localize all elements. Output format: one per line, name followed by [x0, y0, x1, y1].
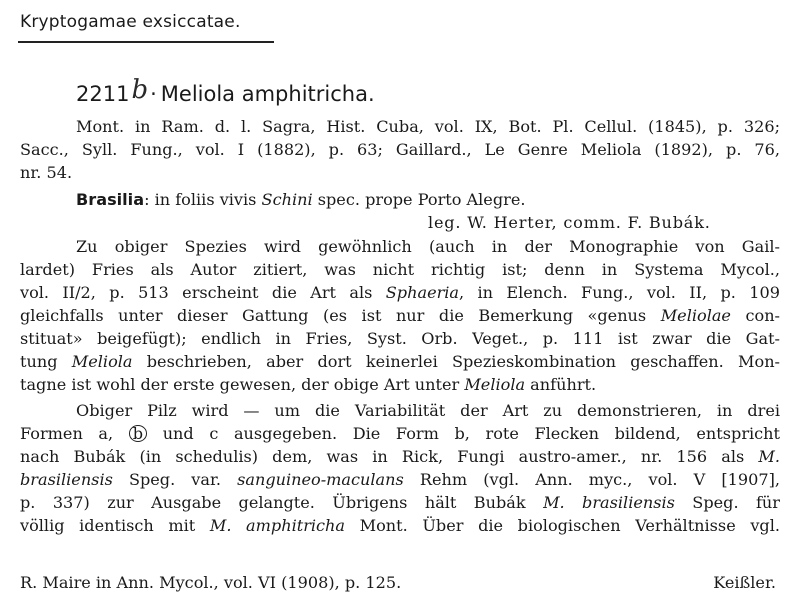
para2-line-1: Obiger Pilz wird — um die Variabilität der Art zu demonstrieren, in drei [76, 401, 780, 420]
para1-line-6-c: beschrieben, aber dort keinerlei Spezieskombination geschaffen. Mon- [132, 352, 780, 371]
locality-region: Brasilia [76, 190, 145, 209]
citation-line-1: Mont. in Ram. d. l. Sagra, Hist. Cuba, vol. IX, Bot. Pl. Cellul. (1845), p. 326; [76, 117, 780, 136]
para1-line-1: Zu obiger Spezies wird gewöhnlich (auch in der Monographie von Gail- [76, 237, 780, 256]
para1-line-7-ital: Meliola [464, 375, 526, 394]
para2-line-6-ital: M. amphitricha [209, 516, 346, 535]
collector-line: leg. W. Herter, comm. F. Bubák. [428, 213, 711, 232]
para2-line-5-c: Speg. für [674, 493, 780, 512]
entry-dot: · [150, 82, 157, 106]
citation-line-2: Sacc., Syll. Fung., vol. I (1882), p. 63; Gaillard., Le Genre Meliola (1892), p. 76, [20, 140, 780, 159]
para1-line-7 [20, 374, 780, 396]
para2-line-5-ital: M. brasiliensis [543, 493, 675, 512]
para1-line-4 [20, 305, 780, 327]
para2-line-3 [20, 446, 780, 468]
para1-line-6-a: tung [20, 352, 72, 371]
para1-line-7-a: tagne ist wohl der erste gewesen, der obige Art unter [20, 375, 465, 394]
para1-line-6-ital: Meliola [71, 352, 133, 371]
para2-line-2 [20, 423, 780, 445]
para2-line-2-a: Formen a, [20, 424, 129, 443]
para1-line-3-a: vol. II/2, p. 513 erscheint die Art als [20, 283, 386, 302]
para1-line-2: lardet) Fries als Autor zitiert, was nicht richtig ist; denn in Systema Mycol., [20, 260, 780, 279]
locality-line [76, 189, 780, 211]
para2-line-4 [20, 469, 780, 491]
entry-number: 2211 [76, 82, 130, 106]
para2-line-5-a: p. 337) zur Ausgabe gelangte. Übrigens hält Bubák [20, 493, 544, 512]
para1-line-3-ital: Sphaeria [385, 283, 460, 302]
para2-line-6-c: Mont. Über die biologischen Verhältnisse vgl. [345, 516, 780, 535]
citation-line-3: nr. 54. [20, 163, 73, 182]
para2-line-6-a: völlig identisch mit [20, 516, 210, 535]
para2-line-5 [20, 492, 780, 514]
para2-line-4-d: Rehm (vgl. Ann. myc., vol. V [1907], [403, 470, 780, 489]
para1-line-4-c: con- [730, 306, 780, 325]
species-name: Meliola amphitricha. [160, 82, 375, 106]
para1-line-4-a: gleichfalls unter dieser Gattung (es ist nur die Bemerkung «genus [20, 306, 661, 325]
entry-heading [76, 75, 375, 108]
para2-line-3-ital: M. [758, 447, 780, 466]
para2-line-7: R. Maire in Ann. Mycol., vol. VI (1908), p. 125. [20, 573, 402, 592]
para1-line-7-c: anführt. [525, 375, 597, 394]
para1-line-4-ital: Meliolae [660, 306, 731, 325]
para2-line-2-c: und c ausgegeben. Die Form b, rote Flecken bildend, entspricht [147, 424, 781, 443]
collection-title: Kryptogamae exsiccatae. [20, 12, 241, 32]
circled-form-b: b [129, 425, 147, 442]
para2-line-4-b: Speg. var. [112, 470, 238, 489]
author-signature: Keißler. [713, 573, 776, 592]
locality-text-b: spec. prope Porto Alegre. [312, 190, 526, 209]
title-underline [18, 41, 274, 43]
para2-line-4-c: sanguineo-maculans [237, 470, 404, 489]
locality-genus: Schini [261, 190, 313, 209]
para1-line-6 [20, 351, 780, 373]
para1-line-3-c: , in Elench. Fung., vol. II, p. 109 [459, 283, 780, 302]
para1-line-3 [20, 282, 780, 304]
locality-text-a: : in foliis vivis [144, 190, 262, 209]
para2-line-4-a: brasiliensis [20, 470, 113, 489]
para2-line-3-a: nach Bubák (in schedulis) dem, was in Rick, Fungi austro-amer., nr. 156 als [20, 447, 759, 466]
entry-handwritten-suffix: b [131, 75, 149, 105]
para2-line-6 [20, 515, 780, 537]
para1-line-5: stituat» beigefügt); endlich in Fries, Syst. Orb. Veget., p. 111 ist zwar die Gat- [20, 329, 780, 348]
